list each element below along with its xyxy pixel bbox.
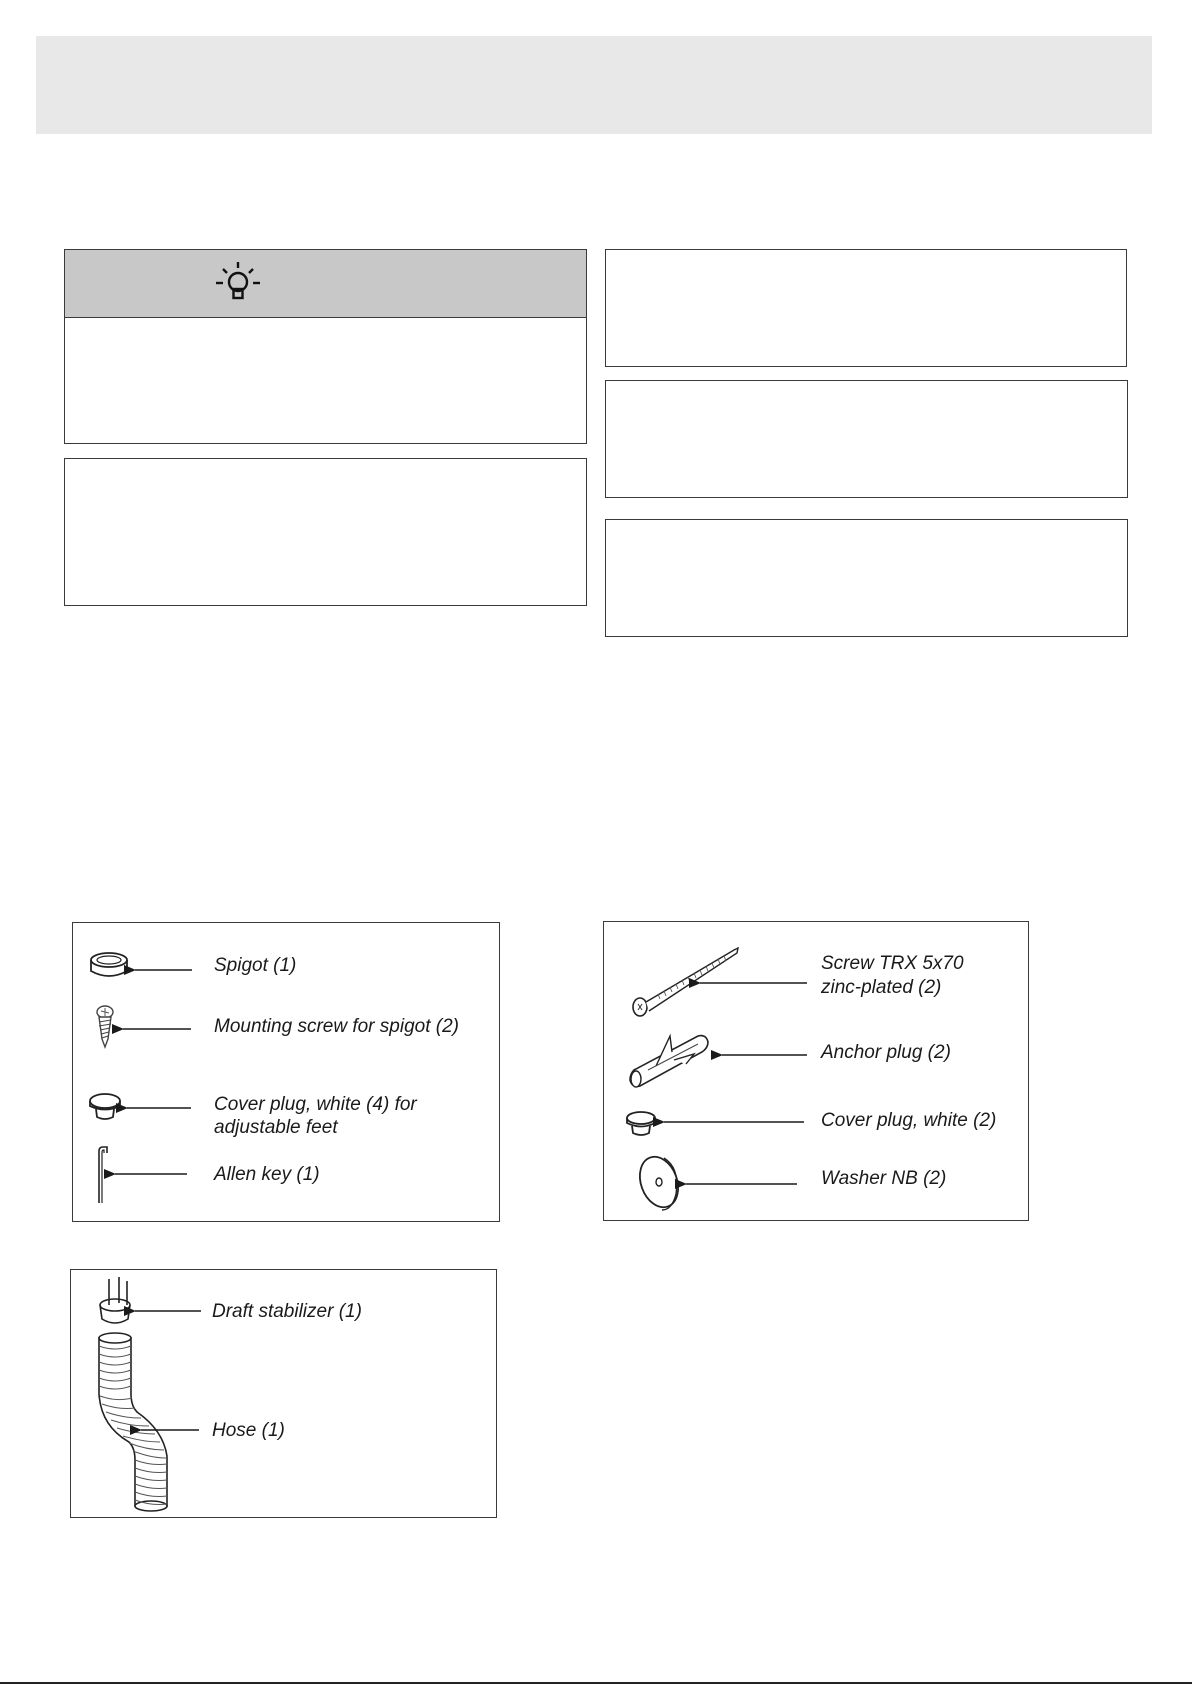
tip-box-header: [65, 250, 586, 318]
part-label-screw-trx-line1: Screw TRX 5x70: [821, 953, 964, 974]
lightbulb-icon: [212, 258, 264, 310]
tip-box: [64, 249, 587, 444]
part-label-draft-stabilizer: Draft stabilizer (1): [212, 1301, 362, 1322]
part-label-cover-plug-white: Cover plug, white (2): [821, 1110, 997, 1131]
arrow: [604, 922, 1030, 1222]
part-label-cover-plug-line2: adjustable feet: [214, 1117, 338, 1138]
parts-box-fittings: [72, 922, 500, 1222]
parts-box-wall-mount: [603, 921, 1029, 1221]
part-label-spigot: Spigot (1): [214, 955, 297, 976]
part-label-anchor-plug: Anchor plug (2): [821, 1042, 951, 1063]
part-label-cover-plug-line1: Cover plug, white (4) for: [214, 1094, 417, 1115]
info-box-right-1: [605, 249, 1127, 367]
info-box-right-2: [605, 380, 1128, 498]
part-label-allen-key: Allen key (1): [214, 1164, 320, 1185]
part-label-screw-trx-line2: zinc-plated (2): [821, 977, 942, 998]
parts-box-ventilation: [70, 1269, 497, 1518]
info-box-right-3: [605, 519, 1128, 637]
arrow: [71, 1270, 498, 1519]
part-label-washer: Washer NB (2): [821, 1168, 947, 1189]
part-label-hose: Hose (1): [212, 1420, 285, 1441]
part-label-mounting-screw: Mounting screw for spigot (2): [214, 1016, 459, 1037]
info-box-left: [64, 458, 587, 606]
header-band: [36, 36, 1152, 134]
bottom-rule: [0, 1682, 1192, 1684]
